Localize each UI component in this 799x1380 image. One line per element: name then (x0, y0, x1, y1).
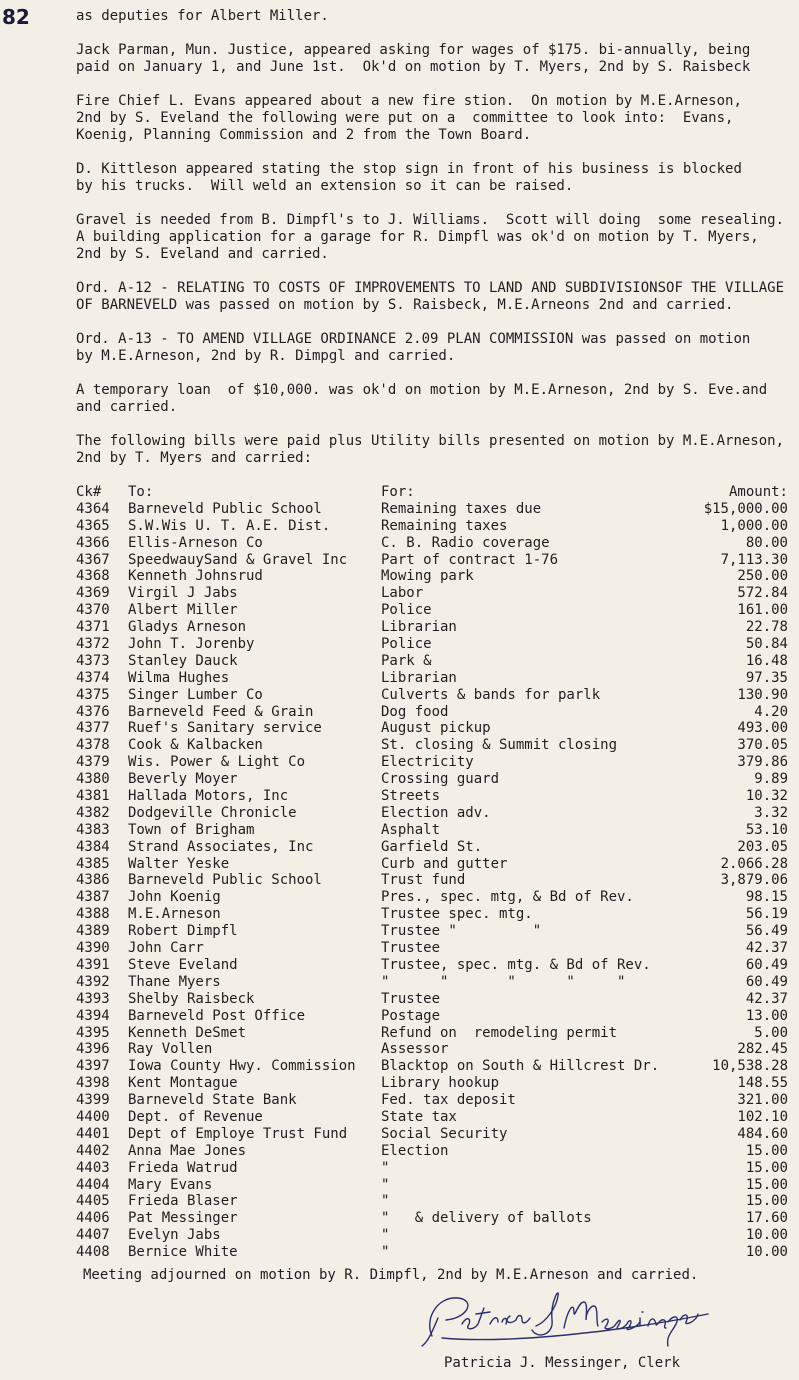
bill-purpose: Blacktop on South & Hillcrest Dr. (381, 1058, 660, 1075)
paragraph-line: and carried. (76, 399, 178, 415)
bill-purpose: Social Security (381, 1125, 508, 1142)
bill-payee: Thane Myers (128, 973, 221, 990)
bill-payee: Barneveld Public School (128, 500, 322, 517)
bill-check-number: 4366 (76, 534, 110, 551)
bill-row (76, 653, 788, 670)
bill-check-number: 4383 (76, 821, 110, 838)
bill-payee: Kenneth Johnsrud (128, 568, 263, 585)
bill-row (76, 602, 788, 619)
bill-row (76, 822, 788, 839)
bill-check-number: 4374 (76, 669, 110, 686)
bill-payee: Walter Yeske (128, 855, 230, 872)
bill-payee: Mary Evans (128, 1176, 213, 1193)
bill-payee: M.E.Arneson (128, 906, 221, 923)
bill-row (76, 1025, 788, 1042)
bill-amount: 80.00 (745, 534, 788, 551)
bill-purpose: State tax (381, 1108, 457, 1125)
paragraph-line: Gravel is needed from B. Dimpfl's to J. Williams. Scott will doing some resealing. (76, 212, 785, 228)
bill-row (76, 720, 788, 737)
bills-list (76, 501, 788, 1261)
bill-row (76, 1193, 788, 1210)
bill-amount: 97.35 (745, 669, 788, 686)
bill-amount: 56.19 (745, 906, 788, 923)
bill-row (76, 1041, 788, 1058)
bill-purpose: Postage (381, 1007, 441, 1024)
bill-check-number: 4401 (76, 1125, 110, 1142)
paragraph-gap (76, 365, 788, 382)
bill-purpose: " (381, 1193, 390, 1210)
bill-check-number: 4376 (76, 703, 110, 720)
bill-row (76, 670, 788, 687)
bill-amount: 42.37 (745, 990, 788, 1007)
bill-amount: 7,113.30 (720, 551, 788, 568)
header-for: For: (381, 484, 415, 500)
bill-check-number: 4397 (76, 1058, 110, 1075)
bill-purpose: Remaining taxes (381, 517, 508, 534)
bill-row (76, 1177, 788, 1194)
paragraph-line: 2nd by S. Eveland the following were put on a committee to look into: Evans, (76, 110, 734, 126)
bill-payee: Strand Associates, Inc (128, 838, 314, 855)
bill-check-number: 4367 (76, 551, 110, 568)
bill-purpose: Librarian (381, 669, 457, 686)
bill-row (76, 1143, 788, 1160)
bill-payee: S.W.Wis U. T. A.E. Dist. (128, 517, 331, 534)
bill-row (76, 687, 788, 704)
bill-check-number: 4405 (76, 1193, 110, 1210)
bill-purpose: " (381, 1159, 390, 1176)
bill-amount: 282.45 (737, 1041, 788, 1058)
bill-amount: 5.00 (754, 1024, 788, 1041)
bill-amount: 42.37 (745, 940, 788, 957)
bill-check-number: 4370 (76, 602, 110, 619)
bill-amount: 9.89 (754, 771, 788, 788)
bill-amount: 56.49 (745, 923, 788, 940)
bill-row (76, 1092, 788, 1109)
bill-check-number: 4371 (76, 619, 110, 636)
bill-payee: Bernice White (128, 1244, 238, 1261)
paragraph-line: paid on January 1, and June 1st. Ok'd on motion by T. Myers, 2nd by S. Raisbeck (76, 59, 751, 75)
bill-row (76, 1227, 788, 1244)
bill-check-number: 4384 (76, 838, 110, 855)
paragraph-line: The following bills were paid plus Utility bills presented on motion by M.E.Arneson, (76, 433, 785, 449)
paragraph-gap (76, 416, 788, 433)
bill-check-number: 4388 (76, 906, 110, 923)
bill-amount: 572.84 (737, 585, 788, 602)
paragraph-line: 2nd by S. Eveland and carried. (76, 246, 329, 262)
bill-check-number: 4402 (76, 1142, 110, 1159)
bill-purpose: Trustee spec. mtg. (381, 906, 533, 923)
bill-row (76, 619, 788, 636)
bill-check-number: 4386 (76, 872, 110, 889)
bill-check-number: 4375 (76, 686, 110, 703)
bill-row (76, 1075, 788, 1092)
bill-check-number: 4379 (76, 754, 110, 771)
bill-amount: 10.00 (745, 1244, 788, 1261)
paragraph-line: by M.E.Arneson, 2nd by R. Dimpgl and carried. (76, 348, 456, 364)
bill-amount: 10,538.28 (712, 1058, 788, 1075)
bill-payee: Kent Montague (128, 1075, 238, 1092)
paragraph-gap (76, 76, 788, 93)
bill-check-number: 4398 (76, 1075, 110, 1092)
bill-row (76, 1058, 788, 1075)
paragraphs (76, 8, 788, 484)
bill-amount: 13.00 (745, 1007, 788, 1024)
bill-row (76, 1210, 788, 1227)
bill-payee: John Carr (128, 940, 204, 957)
bill-row (76, 1160, 788, 1177)
handwritten-signature (418, 1288, 718, 1350)
bill-purpose: Police (381, 636, 432, 653)
paragraph-line: A building application for a garage for R. Dimpfl was ok'd on motion by T. Myers, (76, 229, 759, 245)
bill-payee: Ellis-Arneson Co (128, 534, 263, 551)
bill-purpose: Fed. tax deposit (381, 1092, 516, 1109)
bill-check-number: 4380 (76, 771, 110, 788)
bill-amount: 60.49 (745, 956, 788, 973)
bill-payee: Dept. of Revenue (128, 1108, 263, 1125)
bill-purpose: Garfield St. (381, 838, 483, 855)
header-to: To: (128, 484, 154, 500)
bill-amount: 1,000.00 (720, 517, 788, 534)
paragraph-line: Ord. A-13 - TO AMEND VILLAGE ORDINANCE 2.09 PLAN COMMISSION was passed on motion (76, 331, 751, 347)
bill-purpose: Library hookup (381, 1075, 500, 1092)
bill-purpose: Mowing park (381, 568, 474, 585)
bill-payee: Stanley Dauck (128, 652, 238, 669)
bill-row (76, 636, 788, 653)
bill-check-number: 4364 (76, 500, 110, 517)
bill-payee: Iowa County Hwy. Commission (128, 1058, 356, 1075)
bills-header (76, 484, 788, 501)
bill-purpose: " (381, 1176, 390, 1193)
bill-check-number: 4393 (76, 990, 110, 1007)
bill-amount: 484.60 (737, 1125, 788, 1142)
bill-check-number: 4399 (76, 1092, 110, 1109)
paragraph-gap (76, 144, 788, 161)
bill-amount: 15.00 (745, 1142, 788, 1159)
bill-payee: Singer Lumber Co (128, 686, 263, 703)
bill-purpose: Police (381, 602, 432, 619)
bill-row (76, 704, 788, 721)
bill-amount: 2.066.28 (720, 855, 788, 872)
bill-row (76, 839, 788, 856)
bill-check-number: 4382 (76, 804, 110, 821)
bill-payee: Shelby Raisbeck (128, 990, 255, 1007)
bill-check-number: 4395 (76, 1024, 110, 1041)
bill-check-number: 4400 (76, 1108, 110, 1125)
bill-payee: Cook & Kalbacken (128, 737, 263, 754)
bill-row (76, 1126, 788, 1143)
bill-payee: Kenneth DeSmet (128, 1024, 247, 1041)
bill-purpose: Park & (381, 652, 432, 669)
bill-amount: 98.15 (745, 889, 788, 906)
bill-amount: 130.90 (737, 686, 788, 703)
bill-amount: 161.00 (737, 602, 788, 619)
bill-purpose: Streets (381, 788, 441, 805)
bill-amount: 10.32 (745, 788, 788, 805)
bill-check-number: 4387 (76, 889, 110, 906)
bill-check-number: 4378 (76, 737, 110, 754)
bill-row (76, 923, 788, 940)
bill-payee: Ray Vollen (128, 1041, 213, 1058)
bill-amount: 3,879.06 (720, 872, 788, 889)
bill-row (76, 957, 788, 974)
bill-purpose: Remaining taxes due (381, 500, 542, 517)
bill-payee: Steve Eveland (128, 956, 238, 973)
bill-amount: 60.49 (745, 973, 788, 990)
bill-check-number: 4390 (76, 940, 110, 957)
bill-row (76, 737, 788, 754)
paragraph-line: by his trucks. Will weld an extension so it can be raised. (76, 178, 574, 194)
bill-check-number: 4381 (76, 788, 110, 805)
paragraph-line: Koenig, Planning Commission and 2 from the Town Board. (76, 127, 532, 143)
bill-amount: 102.10 (737, 1108, 788, 1125)
bill-amount: 4.20 (754, 703, 788, 720)
bill-payee: John Koenig (128, 889, 221, 906)
bill-purpose: " (381, 1227, 390, 1244)
bill-purpose: Librarian (381, 619, 457, 636)
bill-row (76, 889, 788, 906)
bill-payee: Barneveld Public School (128, 872, 322, 889)
bill-row (76, 1008, 788, 1025)
bill-amount: 17.60 (745, 1210, 788, 1227)
bill-row (76, 991, 788, 1008)
bill-check-number: 4365 (76, 517, 110, 534)
bill-purpose: Election (381, 1142, 449, 1159)
bill-row (76, 940, 788, 957)
bill-amount: 148.55 (737, 1075, 788, 1092)
page-number: 82 (2, 5, 30, 29)
bill-check-number: 4404 (76, 1176, 110, 1193)
bill-payee: Evelyn Jabs (128, 1227, 221, 1244)
bill-purpose: Pres., spec. mtg, & Bd of Rev. (381, 889, 634, 906)
paragraph-gap (76, 25, 788, 42)
bill-row (76, 568, 788, 585)
bill-payee: Barneveld State Bank (128, 1092, 297, 1109)
bill-check-number: 4389 (76, 923, 110, 940)
bill-payee: Barneveld Post Office (128, 1007, 306, 1024)
bill-row (76, 552, 788, 569)
bill-amount: 3.32 (754, 804, 788, 821)
paragraph-line: 2nd by T. Myers and carried: (76, 450, 313, 466)
header-ck: Ck# (76, 484, 102, 500)
adjournment-line: Meeting adjourned on motion by R. Dimpfl, 2nd by M.E.Arneson and carried. (83, 1267, 699, 1283)
bill-payee: Barneveld Feed & Grain (128, 703, 314, 720)
bill-purpose: Electricity (381, 754, 474, 771)
bill-purpose: " " " " " (381, 973, 626, 990)
bill-check-number: 4396 (76, 1041, 110, 1058)
bill-row (76, 501, 788, 518)
bill-payee: Hallada Motors, Inc (128, 788, 289, 805)
bill-purpose: Asphalt (381, 821, 441, 838)
bill-check-number: 4373 (76, 652, 110, 669)
bill-amount: 15.00 (745, 1176, 788, 1193)
bill-row (76, 518, 788, 535)
paragraph-gap (76, 467, 788, 484)
bill-payee: Robert Dimpfl (128, 923, 238, 940)
bill-purpose: Trust fund (381, 872, 466, 889)
bill-payee: Gladys Arneson (128, 619, 247, 636)
bill-check-number: 4408 (76, 1244, 110, 1261)
bill-amount: 22.78 (745, 619, 788, 636)
bill-purpose: Election adv. (381, 804, 491, 821)
bill-purpose: Dog food (381, 703, 449, 720)
bill-amount: 53.10 (745, 821, 788, 838)
bill-purpose: Assessor (381, 1041, 449, 1058)
bill-amount: 50.84 (745, 636, 788, 653)
bill-payee: Frieda Watrud (128, 1159, 238, 1176)
clerk-name: Patricia J. Messinger, Clerk (444, 1355, 681, 1371)
bill-amount: 203.05 (737, 838, 788, 855)
bill-row (76, 906, 788, 923)
bill-row (76, 754, 788, 771)
bill-row (76, 1244, 788, 1261)
bill-check-number: 4372 (76, 636, 110, 653)
bill-amount: 493.00 (737, 720, 788, 737)
bill-purpose: " (381, 1244, 390, 1261)
bill-amount: 16.48 (745, 652, 788, 669)
bill-amount: $15,000.00 (703, 500, 788, 517)
bill-check-number: 4407 (76, 1227, 110, 1244)
bill-payee: Dept of Employe Trust Fund (128, 1125, 348, 1142)
bill-purpose: Part of contract 1-76 (381, 551, 559, 568)
bill-check-number: 4394 (76, 1007, 110, 1024)
bill-payee: Ruef's Sanitary service (128, 720, 322, 737)
bill-row (76, 856, 788, 873)
bill-payee: Dodgeville Chronicle (128, 804, 297, 821)
paragraph-line: Fire Chief L. Evans appeared about a new fire stion. On motion by M.E.Arneson, (76, 93, 742, 109)
bill-purpose: Crossing guard (381, 771, 500, 788)
bill-purpose: Trustee (381, 940, 441, 957)
bill-row (76, 535, 788, 552)
bill-row (76, 974, 788, 991)
paragraph-gap (76, 263, 788, 280)
bill-purpose: Trustee, spec. mtg. & Bd of Rev. (381, 956, 651, 973)
bill-row (76, 872, 788, 889)
bill-amount: 15.00 (745, 1193, 788, 1210)
bill-payee: Wilma Hughes (128, 669, 230, 686)
bill-purpose: Trustee " " (381, 923, 542, 940)
bill-row (76, 788, 788, 805)
bill-payee: John T. Jorenby (128, 636, 255, 653)
paragraph-line: OF BARNEVELD was passed on motion by S. Raisbeck, M.E.Arneons 2nd and carried. (76, 297, 734, 313)
bill-amount: 250.00 (737, 568, 788, 585)
bill-amount: 10.00 (745, 1227, 788, 1244)
bill-check-number: 4406 (76, 1210, 110, 1227)
bill-amount: 15.00 (745, 1159, 788, 1176)
bill-payee: Frieda Blaser (128, 1193, 238, 1210)
bill-purpose: " & delivery of ballots (381, 1210, 592, 1227)
bill-purpose: Refund on remodeling permit (381, 1024, 618, 1041)
bill-row (76, 771, 788, 788)
bill-payee: Pat Messinger (128, 1210, 238, 1227)
bill-row (76, 585, 788, 602)
bill-row (76, 1109, 788, 1126)
bill-purpose: August pickup (381, 720, 491, 737)
bill-check-number: 4391 (76, 956, 110, 973)
bill-purpose: Culverts & bands for parlk (381, 686, 601, 703)
bill-purpose: C. B. Radio coverage (381, 534, 550, 551)
bill-payee: Beverly Moyer (128, 771, 238, 788)
minutes-body (76, 8, 788, 1261)
paragraph-line: Jack Parman, Mun. Justice, appeared asking for wages of $175. bi-annually, being (76, 42, 751, 58)
bill-purpose: Trustee (381, 990, 441, 1007)
bill-payee: Town of Brigham (128, 821, 255, 838)
bill-payee: Wis. Power & Light Co (128, 754, 306, 771)
bill-payee: SpeedwauySand & Gravel Inc (128, 551, 348, 568)
paragraph-gap (76, 314, 788, 331)
bill-purpose: Curb and gutter (381, 855, 508, 872)
bill-amount: 370.05 (737, 737, 788, 754)
bill-payee: Anna Mae Jones (128, 1142, 247, 1159)
bill-row (76, 805, 788, 822)
bill-amount: 321.00 (737, 1092, 788, 1109)
bill-check-number: 4369 (76, 585, 110, 602)
bill-check-number: 4385 (76, 855, 110, 872)
paragraph-gap (76, 195, 788, 212)
paragraph-line: A temporary loan of $10,000. was ok'd on motion by M.E.Arneson, 2nd by S. Eve.and (76, 382, 768, 398)
header-amount: Amount: (728, 484, 788, 500)
bill-payee: Virgil J Jabs (128, 585, 238, 602)
bill-check-number: 4403 (76, 1159, 110, 1176)
bill-purpose: St. closing & Summit closing (381, 737, 618, 754)
bill-check-number: 4368 (76, 568, 110, 585)
paragraph-line: Ord. A-12 - RELATING TO COSTS OF IMPROVEMENTS TO LAND AND SUBDIVISIONSOF THE VILLAGE (76, 280, 785, 296)
bill-amount: 379.86 (737, 754, 788, 771)
paragraph-line: as deputies for Albert Miller. (76, 8, 329, 24)
bill-payee: Albert Miller (128, 602, 238, 619)
paragraph-line: D. Kittleson appeared stating the stop sign in front of his business is blocked (76, 161, 742, 177)
bill-purpose: Labor (381, 585, 424, 602)
bill-check-number: 4377 (76, 720, 110, 737)
bill-check-number: 4392 (76, 973, 110, 990)
